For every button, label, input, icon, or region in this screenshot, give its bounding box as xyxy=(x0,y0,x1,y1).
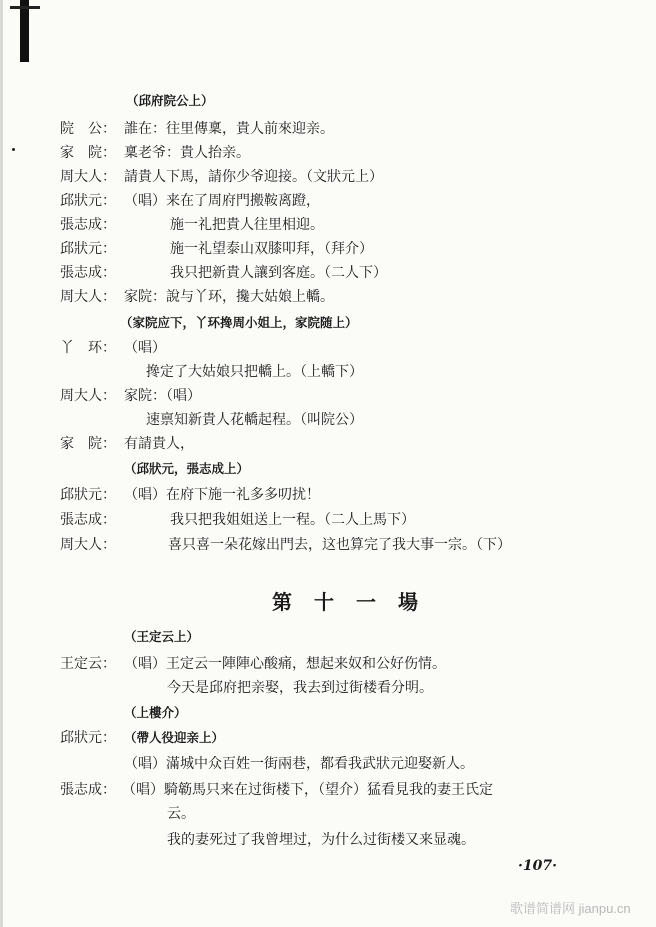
dialogue-line: 速禀知新貴人花轎起程。（叫院公） xyxy=(146,412,363,428)
stage-direction: （上樓介） xyxy=(124,705,187,720)
binding-mark-top xyxy=(10,6,40,9)
speaker: 周大人： xyxy=(60,388,116,404)
speaker: 邱狀元： xyxy=(60,487,116,503)
speaker: 王定云： xyxy=(60,656,116,672)
dialogue-line: （唱）滿城中众百姓一街兩巷，都看我武狀元迎娶新人。 xyxy=(124,756,474,772)
dialogue-line: （唱）来在了周府門搬鞍离蹬， xyxy=(124,193,320,209)
speaker: 張志成： xyxy=(60,512,116,528)
speaker: 張志成： xyxy=(60,265,116,281)
speaker: 邱狀元： xyxy=(60,193,116,209)
speaker: 院 公： xyxy=(60,121,116,137)
stage-direction: （家院应下，丫环搀周小姐上，家院随上） xyxy=(120,315,358,330)
dialogue-line: （唱）王定云一陣陣心酸痛，想起来奴和公好伤情。 xyxy=(124,656,446,672)
speaker: 周大人： xyxy=(60,289,116,305)
stage-direction: （王定云上） xyxy=(124,629,200,644)
speaker: 邱狀元： xyxy=(60,241,116,257)
dialogue-line: 家院：說与丫环，攙大姑娘上轎。 xyxy=(124,289,334,305)
dialogue-line: （唱）騎簕馬只来在过街楼下，（望介）猛看見我的妻王氏定 xyxy=(122,782,493,798)
dialogue-line: 搀定了大姑娘只把轎上。（上轎下） xyxy=(146,364,363,380)
dialogue-line: 有請貴人， xyxy=(124,436,194,452)
dialogue-line: 請貴人下馬，請你少爷迎接。（文狀元上） xyxy=(124,169,383,185)
dialogue-line: 云。 xyxy=(167,806,195,822)
stage-direction: （邱狀元，張志成上） xyxy=(124,461,250,476)
stage-direction: （邱府院公上） xyxy=(126,93,214,108)
speaker: 張志成： xyxy=(60,782,116,798)
watermark: 歌谱简谱网 jianpu.cn xyxy=(510,901,631,916)
dialogue-line: （唱） xyxy=(124,340,166,356)
speaker: 家 院： xyxy=(60,436,116,452)
stage-direction: （帶人役迎亲上） xyxy=(124,730,225,745)
dialogue-line: （唱）在府下施一礼多多叨扰！ xyxy=(124,487,320,503)
scan-speck xyxy=(12,148,15,151)
dialogue-line: 今天是邱府把亲娶，我去到过街楼看分明。 xyxy=(167,680,433,696)
speaker: 周大人： xyxy=(60,537,116,553)
speaker: 周大人： xyxy=(60,169,116,185)
scan-edge xyxy=(0,0,3,927)
dialogue-line: 施一礼望泰山双膝叩拜，（拜介） xyxy=(170,241,373,257)
page-number: ·107· xyxy=(518,858,557,874)
scene-title: 第十一場 xyxy=(272,590,440,614)
binding-mark xyxy=(20,0,29,62)
dialogue-line: 我只把我姐姐送上一程。（二人上馬下） xyxy=(170,512,415,528)
dialogue-line: 誰在：往里傳稟，貴人前來迎亲。 xyxy=(124,121,334,137)
dialogue-line: 家院：（唱） xyxy=(124,388,201,404)
dialogue-line: 喜只喜一朵花嫁出門去，这也算完了我大事一宗。（下） xyxy=(168,537,511,553)
speaker: 張志成： xyxy=(60,217,116,233)
dialogue-line: 我的妻死过了我曾埋过，为什么过街楼又来显魂。 xyxy=(167,832,475,848)
dialogue-line: 我只把新貴人讓到客庭。（二人下） xyxy=(170,265,387,281)
speaker: 丫 环： xyxy=(60,340,116,356)
speaker: 家 院： xyxy=(60,145,116,161)
dialogue-line: 施一礼把貴人往里相迎。 xyxy=(170,217,324,233)
dialogue-line: 稟老爷：貴人抬亲。 xyxy=(124,145,250,161)
speaker: 邱狀元： xyxy=(60,730,116,746)
